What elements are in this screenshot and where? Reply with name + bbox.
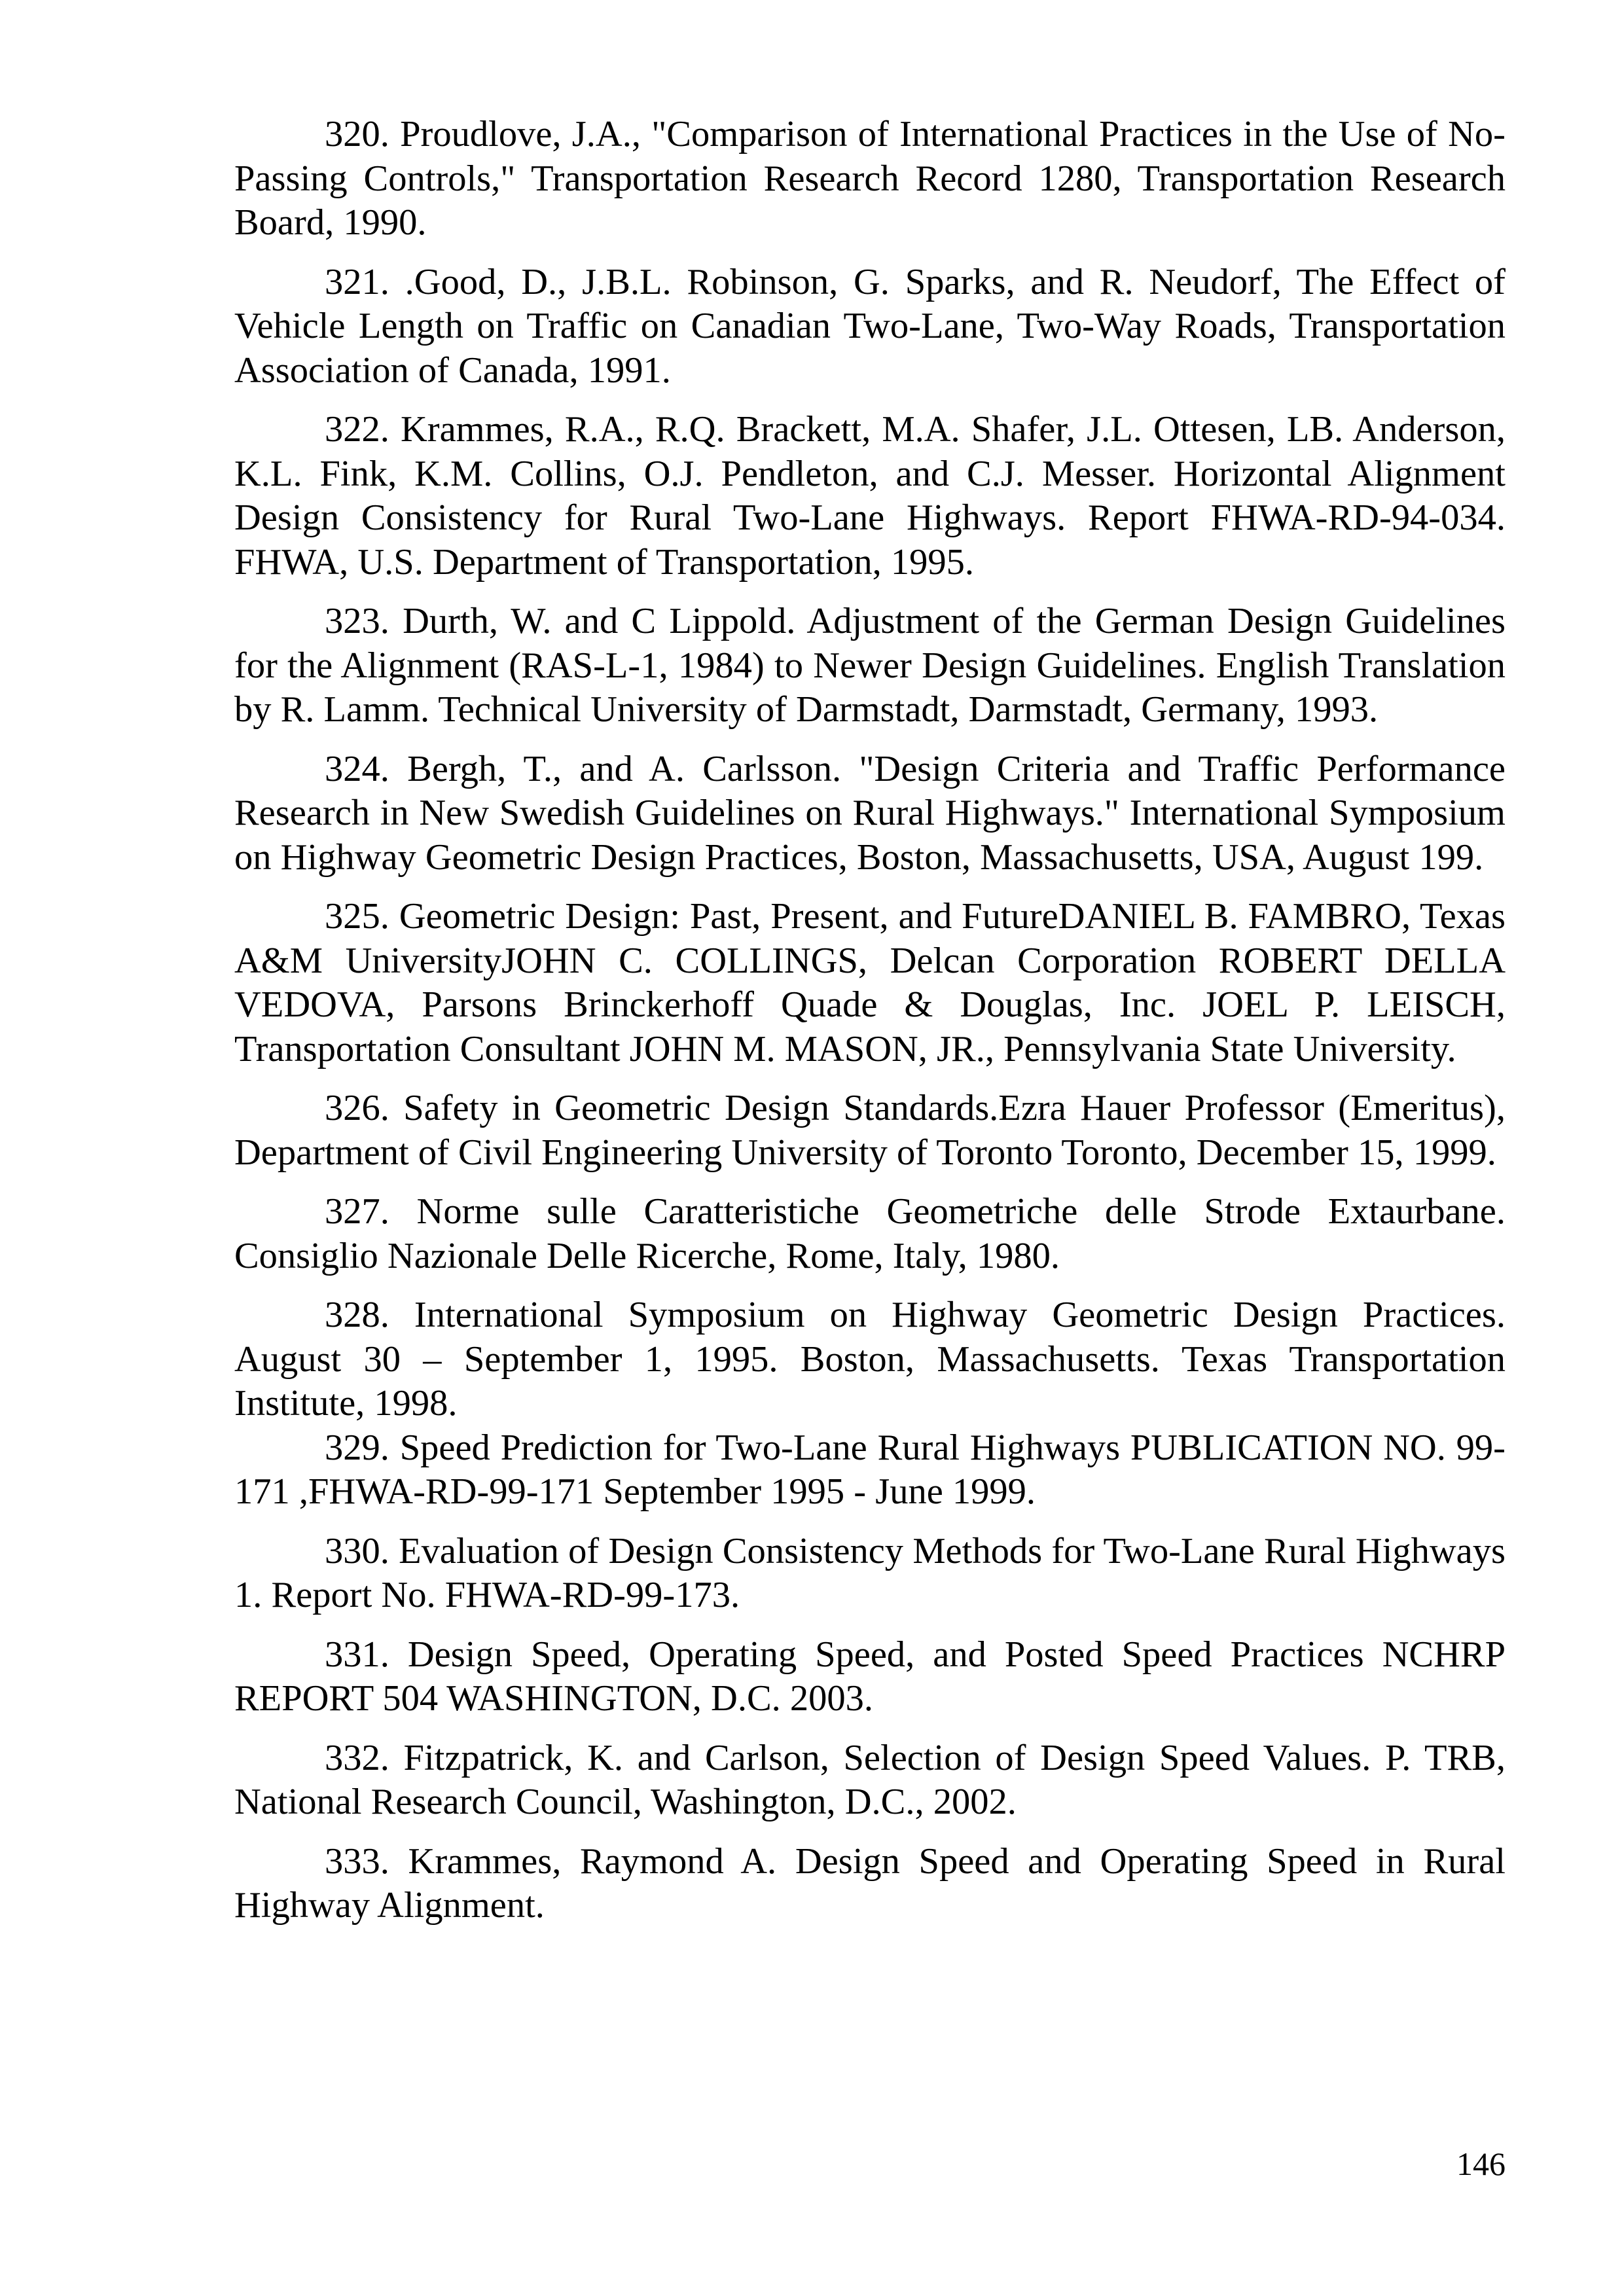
reference-325: 325. Geometric Design: Past, Present, and FutureDANIEL B. FAMBRO, Texas A&M UniversityJOHN C. COLLINGS, Delcan Corporation ROBERT DELLA VEDOVA, Parsons Brinckerhoff Quade & Douglas, Inc. JOEL P. LEISCH, Transportation Consultant JOHN M. MASON, JR., Pennsylvania State University. xyxy=(234,896,1506,1069)
reference-328: 328. International Symposium on Highway Geometric Design Practices. August 30 – September 1, 1995. Boston, Massachusetts. Texas Transportation Institute, 1998. xyxy=(234,1295,1506,1424)
reference-330: 330. Evaluation of Design Consistency Methods for Two-Lane Rural Highways 1. Report No. FHWA-RD-99-173. xyxy=(234,1530,1506,1615)
reference-331: 331. Design Speed, Operating Speed, and Posted Speed Practices NCHRP REPORT 504 WASHINGTON, D.C. 2003. xyxy=(234,1634,1506,1719)
reference-329: 329. Speed Prediction for Two-Lane Rural Highways PUBLICATION NO. 99-171 ,FHWA-RD-99-171 September 1995 - June 1999. xyxy=(234,1427,1506,1512)
reference-323: 323. Durth, W. and C Lippold. Adjustment of the German Design Guidelines for the Alignment (RAS-L-1, 1984) to Newer Design Guidelines. English Translation by R. Lamm. Technical University of Darmstadt, Darmstadt, Germany, 1993. xyxy=(234,601,1506,730)
reference-list xyxy=(234,113,1506,1928)
reference-333: 333. Krammes, Raymond A. Design Speed and Operating Speed in Rural Highway Alignment. xyxy=(234,1840,1506,1926)
reference-321: 321. .Good, D., J.B.L. Robinson, G. Sparks, and R. Neudorf, The Effect of Vehicle Length on Traffic on Canadian Two-Lane, Two-Way Roads, Transportation Association of Canada, 1991. xyxy=(234,261,1506,391)
reference-324: 324. Bergh, T., and A. Carlsson. "Design Criteria and Traffic Performance Research in New Swedish Guidelines on Rural Highways." International Symposium on Highway Geometric Design Practices, Boston, Massachusetts, USA, August 199. xyxy=(234,748,1506,878)
reference-327: 327. Norme sulle Caratteristiche Geometriche delle Strode Extaurbane. Consiglio Nazionale Delle Ricerche, Rome, Italy, 1980. xyxy=(234,1191,1506,1276)
reference-320: 320. Proudlove, J.A., "Comparison of International Practices in the Use of No-Passing Controls," Transportation Research Record 1280, Transportation Research Board, 1990. xyxy=(234,114,1506,243)
reference-322: 322. Krammes, R.A., R.Q. Brackett, M.A. Shafer, J.L. Ottesen, LB. Anderson, K.L. Fink, K.M. Collins, O.J. Pendleton, and C.J. Messer. Horizontal Alignment Design Consistency for Rural Two-Lane Highways. Report FHWA-RD-94-034. FHWA, U.S. Department of Transportation, 1995. xyxy=(234,409,1506,583)
reference-332: 332. Fitzpatrick, K. and Carlson, Selection of Design Speed Values. P. TRB, National Research Council, Washington, D.C., 2002. xyxy=(234,1737,1506,1822)
page-number: 146 xyxy=(1456,2145,1506,2182)
reference-326: 326. Safety in Geometric Design Standards.Ezra Hauer Professor (Emeritus), Department of Civil Engineering University of Toronto Toronto, December 15, 1999. xyxy=(234,1088,1506,1173)
